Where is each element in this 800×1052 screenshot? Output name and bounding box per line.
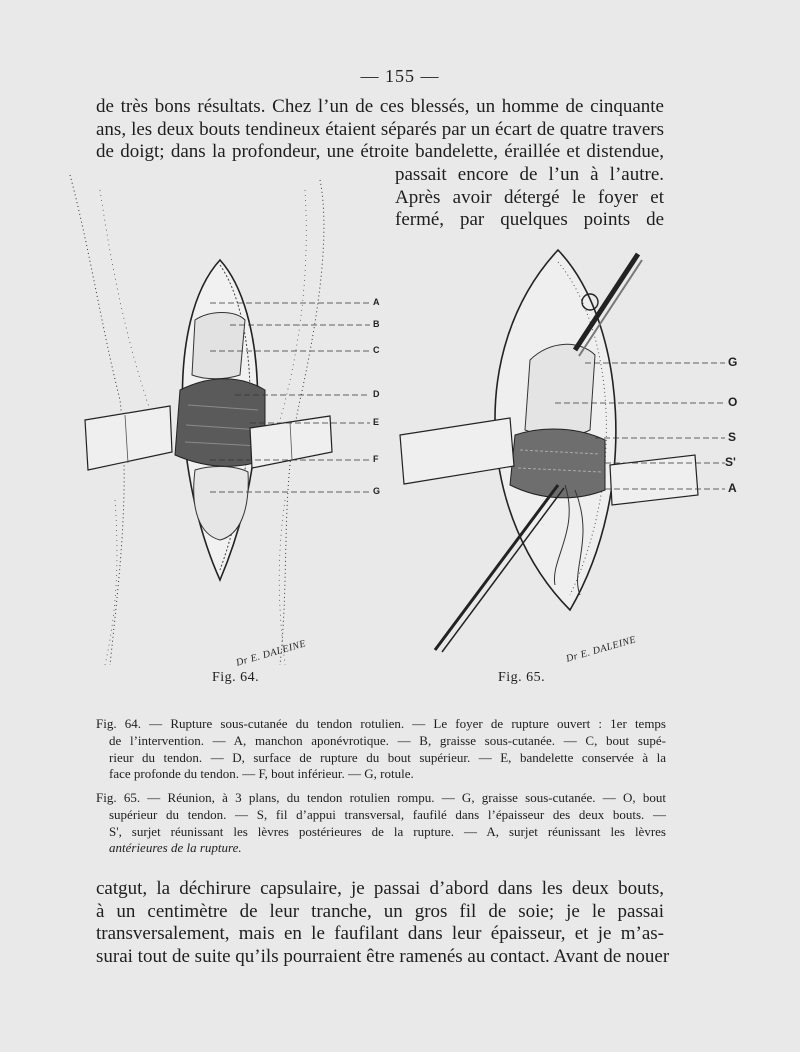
fig64-label-c: C: [373, 345, 380, 355]
text-line: fermé, par quelques points de: [395, 209, 664, 230]
legend-line: face profonde du tendon. — F, bout inférieur. — G, rotule.: [109, 766, 414, 782]
fig64-label-e: E: [373, 417, 380, 427]
fig64-short-caption: Fig. 64.: [212, 670, 260, 685]
retractor-left: [400, 418, 514, 484]
fig65-label-g: G: [728, 355, 738, 369]
text-line: surai tout de suite qu’ils pourraient être ramenés au contact. Avant de nouer: [96, 945, 670, 967]
figure-64: [60, 170, 400, 690]
fig64-label-g: G: [373, 486, 381, 496]
retractor-left: [85, 406, 172, 470]
legend-line: supérieur du tendon. — S, fil d’appui transversal, faufilé dans l’épaisseur des deux bouts. —: [109, 806, 666, 822]
fig64-label-f: F: [373, 454, 379, 464]
page-number: — 155 —: [360, 66, 440, 86]
text-line: Après avoir détergé le foyer et: [395, 186, 664, 208]
legend-line: rieur du tendon. — D, surface de rupture du bout supérieur. — E, bandelette conservée à la: [109, 749, 666, 765]
legend-line: antérieures de la rupture.: [109, 840, 242, 856]
wrapped-paragraph: [395, 164, 664, 232]
legend-line: S', surjet réunissant les lèvres postérieures de la rupture. — A, surjet réunissant les lèvres: [109, 823, 666, 839]
fig65-label-s: S: [728, 430, 737, 444]
closing-paragraph: [96, 878, 670, 968]
figure-64-illustration: [60, 170, 400, 690]
fig64-label-b: B: [373, 319, 380, 329]
fig64-signature: Dr E. DALEINE: [234, 638, 308, 669]
fig65-label-a: A: [728, 481, 737, 495]
legend-line: Fig. 65. — Réunion, à 3 plans, du tendon rotulien rompu. — G, graisse sous-cutanée. — O, bout: [96, 790, 666, 805]
text-line: transversalement, mais en le faufilant dans leur épaisseur, et je m’as-: [96, 923, 664, 944]
fig64-label-a: A: [373, 297, 380, 307]
fig65-short-caption: Fig. 65.: [498, 670, 546, 685]
fig65-signature: Dr E. DALEINE: [564, 634, 638, 665]
fig65-label-o: O: [728, 395, 738, 409]
text-line: catgut, la déchirure capsulaire, je passai d’abord dans les deux bouts,: [96, 878, 664, 899]
legend-fig65: [96, 790, 666, 857]
text-line: ans, les deux bouts tendineux étaient séparés par un écart de quatre travers: [96, 118, 664, 140]
legend-fig64: [96, 716, 666, 783]
fig64-label-d: D: [373, 389, 380, 399]
text-line: de très bons résultats. Chez l’un de ces blessés, un homme de cinquante: [96, 96, 664, 117]
fig65-label-s-prime: S': [725, 455, 736, 469]
legend-line: de l’intervention. — A, manchon aponévrotique. — B, graisse sous-cutanée. — C, bout supé-: [109, 732, 666, 748]
intro-paragraph: [96, 96, 664, 164]
text-line: de doigt; dans la profondeur, une étroite bandelette, éraillée et distendue,: [96, 141, 664, 162]
legend-line: Fig. 64. — Rupture sous-cutanée du tendon rotulien. — Le foyer de rupture ouvert : 1er temps: [96, 716, 666, 731]
text-line: passait encore de l’un à l’autre.: [395, 164, 664, 185]
retractor-right: [610, 455, 698, 505]
figure-65-illustration: [380, 240, 760, 680]
text-line: à un centimètre de leur tranche, un gros fil de soie; je le passai: [96, 900, 664, 922]
figure-65: [380, 240, 760, 685]
